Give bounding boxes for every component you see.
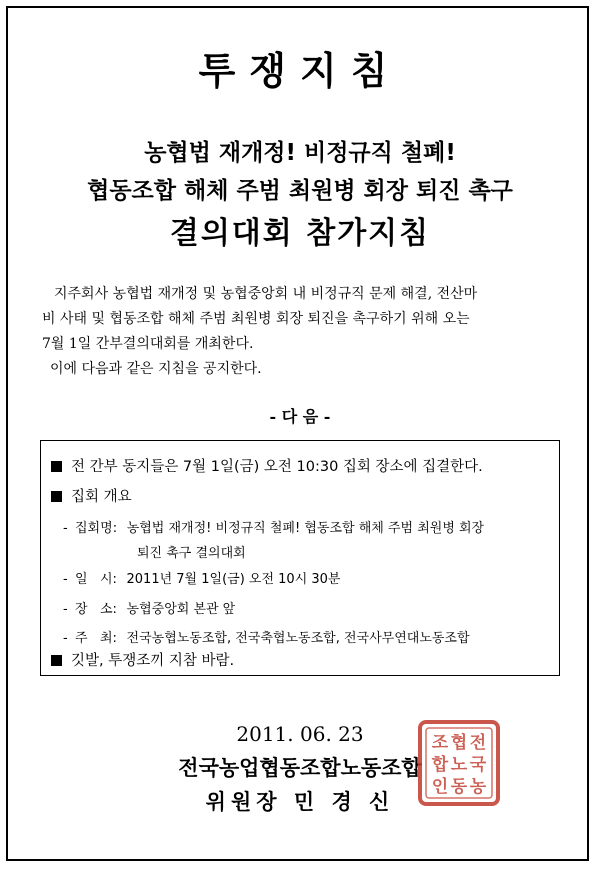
bullet-square-icon — [51, 655, 62, 666]
detail-label: 집회명 — [75, 521, 113, 536]
seal-glyph: 동 — [450, 777, 468, 797]
detail-value: 농협법 재개정! 비정규직 철폐! 협동조합 해체 주범 최원병 회장 — [126, 521, 485, 536]
detail-row-host: - 주 최: 전국농협노동조합, 전국축협노동조합, 전국사무연대노동조합 — [63, 631, 470, 646]
detail-label: 주 최 — [75, 631, 113, 646]
bullet-square-icon — [51, 461, 62, 472]
seal-glyph: 인 — [431, 777, 449, 797]
detail-row-datetime: - 일 시: 2011년 7월 1일(금) 오전 10시 30분 — [63, 572, 341, 587]
detail-value: 2011년 7월 1일(금) 오전 10시 30분 — [126, 572, 341, 587]
bullet-square-icon — [51, 491, 62, 502]
document-date: 2011. 06. 23 — [236, 722, 364, 746]
intro-line-4: 이에 다음과 같은 지침을 공지한다. — [50, 361, 262, 377]
detail-row-place: - 장 소: 농협중앙회 본관 앞 — [63, 602, 236, 617]
official-seal-stamp — [416, 718, 502, 808]
organization-name: 전국농업협동조합노동조합 — [178, 755, 422, 780]
subtitle-line-2: 협동조합 해체 주범 최원병 회장 퇴진 촉구 — [87, 178, 513, 204]
notice-box — [40, 440, 560, 676]
seal-glyph: 국 — [469, 755, 487, 775]
subtitle-line-3: 결의대회 참가지침 — [169, 216, 431, 251]
detail-value: 농협중앙회 본관 앞 — [126, 602, 236, 617]
notice-item-3: 깃발, 투쟁조끼 지참 바람. — [51, 649, 234, 670]
section-divider-heading: - 다 음 - — [269, 407, 331, 426]
intro-paragraph — [42, 282, 562, 382]
seal-glyph: 합 — [431, 755, 449, 775]
page-title: 투쟁지침 — [198, 49, 402, 93]
notice-item-1: 전 간부 동지들은 7월 1일(금) 오전 10:30 집회 장소에 집결한다. — [51, 455, 483, 476]
intro-line-2: 비 사태 및 협동조합 해체 주범 최원병 회장 퇴진을 촉구하기 위해 오는 — [42, 311, 470, 327]
notice-item-2: 집회 개요 — [51, 485, 132, 506]
seal-glyph: 전 — [469, 733, 487, 753]
detail-label: 일 시 — [75, 572, 113, 587]
detail-value: 전국농협노동조합, 전국축협노동조합, 전국사무연대노동조합 — [126, 631, 470, 646]
seal-glyph: 농 — [469, 777, 487, 797]
subtitle-line-1: 농협법 재개정! 비정규직 철폐! — [144, 140, 456, 166]
detail-label: 장 소 — [75, 602, 113, 617]
intro-line-3: 7월 1일 간부결의대회를 개최한다. — [42, 336, 254, 352]
detail-row-event-name-cont: 퇴진 촉구 결의대회 — [137, 546, 246, 561]
seal-glyph: 노 — [450, 755, 468, 775]
signer-name: 위원장 민 경 신 — [205, 789, 395, 814]
seal-glyph: 조 — [431, 733, 449, 753]
detail-row-event-name: - 집회명: 농협법 재개정! 비정규직 철폐! 협동조합 해체 주범 최원병 회장 — [63, 521, 485, 536]
seal-glyph: 협 — [450, 733, 468, 753]
intro-line-1: 지주회사 농협법 재개정 및 농협중앙회 내 비정규직 문제 해결, 전산마 — [54, 286, 478, 302]
